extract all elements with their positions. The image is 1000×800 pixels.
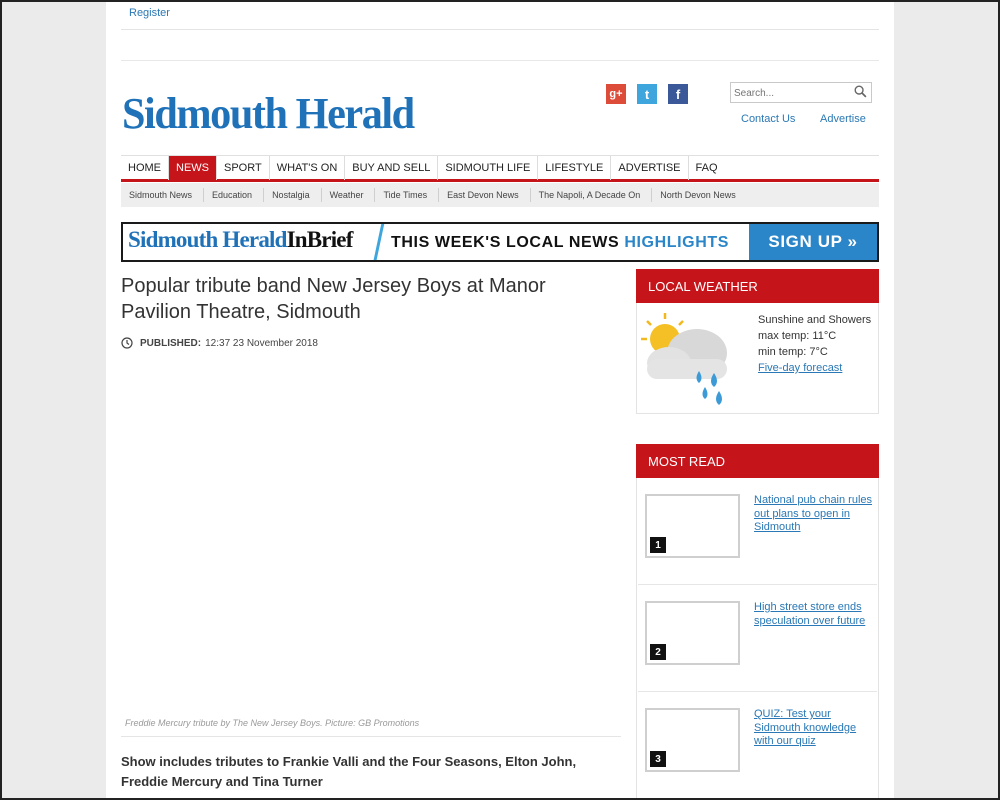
inbrief-banner[interactable] <box>121 222 879 262</box>
nav-advertise[interactable]: ADVERTISE <box>611 156 688 180</box>
list-item[interactable] <box>638 585 877 692</box>
clock-icon <box>121 337 133 349</box>
top-bar <box>121 0 879 30</box>
advertise-link[interactable]: Advertise <box>820 113 866 125</box>
article-media <box>121 360 621 710</box>
banner-brand-name: Sidmouth Herald <box>128 227 287 252</box>
google-plus-icon[interactable]: g+ <box>606 84 626 104</box>
twitter-icon[interactable]: t <box>637 84 657 104</box>
weather-details <box>758 312 871 376</box>
contact-us-link[interactable]: Contact Us <box>741 113 796 125</box>
rank-badge: 1 <box>650 537 666 553</box>
five-day-forecast-link[interactable]: Five-day forecast <box>758 362 843 374</box>
weather-widget <box>636 269 879 414</box>
most-read-link[interactable]: National pub chain rules out plans to open in Sidmouth <box>754 494 873 533</box>
header-divider <box>121 60 879 61</box>
most-read-link[interactable]: High street store ends speculation over future <box>754 601 866 627</box>
weather-min-temp: min temp: 7°C <box>758 346 828 358</box>
sign-up-button[interactable]: SIGN UP » <box>749 224 877 260</box>
weather-condition: Sunshine and Showers <box>758 314 872 326</box>
nav-faq[interactable]: FAQ <box>695 162 718 174</box>
nav-sport[interactable]: SPORT <box>217 156 270 180</box>
banner-tagline <box>391 234 729 252</box>
article-title: Popular tribute band New Jersey Boys at Manor Pavilion Theatre, Sidmouth <box>121 275 546 323</box>
banner-divider <box>372 222 385 262</box>
banner-brand-suffix: InBrief <box>286 227 353 252</box>
nav-buy-and-sell[interactable]: BUY AND SELL <box>345 156 438 180</box>
image-caption: Freddie Mercury tribute by The New Jersey Boys. Picture: GB Promotions <box>125 718 420 728</box>
subnav-napoli[interactable]: The Napoli, A Decade On <box>531 188 653 202</box>
subnav-sidmouth-news[interactable]: Sidmouth News <box>121 188 204 202</box>
facebook-icon[interactable]: f <box>668 84 688 104</box>
published-label: PUBLISHED: <box>140 337 202 349</box>
subnav-education[interactable]: Education <box>204 188 264 202</box>
most-read-thumbnail[interactable] <box>645 708 740 772</box>
rank-badge: 3 <box>650 751 666 767</box>
most-read-link[interactable]: QUIZ: Test your Sidmouth knowledge with our quiz <box>754 708 857 747</box>
nav-home[interactable]: HOME <box>121 156 169 180</box>
nav-sidmouth-life[interactable]: SIDMOUTH LIFE <box>438 156 538 180</box>
weather-header: LOCAL WEATHER <box>636 269 879 303</box>
nav-lifestyle[interactable]: LIFESTYLE <box>538 156 611 180</box>
banner-tagline-highlight: HIGHLIGHTS <box>624 234 729 251</box>
subnav-tide-times[interactable]: Tide Times <box>375 188 439 202</box>
most-read-thumbnail[interactable] <box>645 601 740 665</box>
sub-nav <box>121 183 879 207</box>
most-read-thumbnail[interactable] <box>645 494 740 558</box>
nav-whats-on[interactable]: WHAT'S ON <box>270 156 346 180</box>
register-link[interactable]: Register <box>129 7 170 19</box>
rank-badge: 2 <box>650 644 666 660</box>
search-box <box>730 82 872 103</box>
list-item[interactable] <box>638 692 877 799</box>
nav-news[interactable]: NEWS <box>169 156 217 180</box>
sun-cloud-rain-icon <box>639 309 735 409</box>
caption-divider <box>121 736 621 737</box>
most-read-header: MOST READ <box>636 444 879 478</box>
weather-max-temp: max temp: 11°C <box>758 330 837 342</box>
published-date: 12:37 23 November 2018 <box>205 337 318 349</box>
site-logo[interactable]: Sidmouth Herald <box>122 89 414 138</box>
page <box>106 0 894 800</box>
banner-brand <box>128 227 353 253</box>
most-read-widget <box>636 444 879 800</box>
search-input[interactable] <box>731 84 849 103</box>
search-icon[interactable] <box>854 85 867 98</box>
article-standfirst: Show includes tributes to Frankie Valli and the Four Seasons, Elton John, Freddie Mercury and Tina Turner <box>121 754 577 789</box>
subnav-north-devon-news[interactable]: North Devon News <box>660 190 736 200</box>
published-info <box>121 337 318 349</box>
subnav-east-devon-news[interactable]: East Devon News <box>439 188 531 202</box>
banner-tagline-main: THIS WEEK'S LOCAL NEWS <box>391 234 625 251</box>
subnav-weather[interactable]: Weather <box>322 188 376 202</box>
list-item[interactable] <box>638 478 877 585</box>
main-nav <box>121 155 879 182</box>
subnav-nostalgia[interactable]: Nostalgia <box>264 188 322 202</box>
